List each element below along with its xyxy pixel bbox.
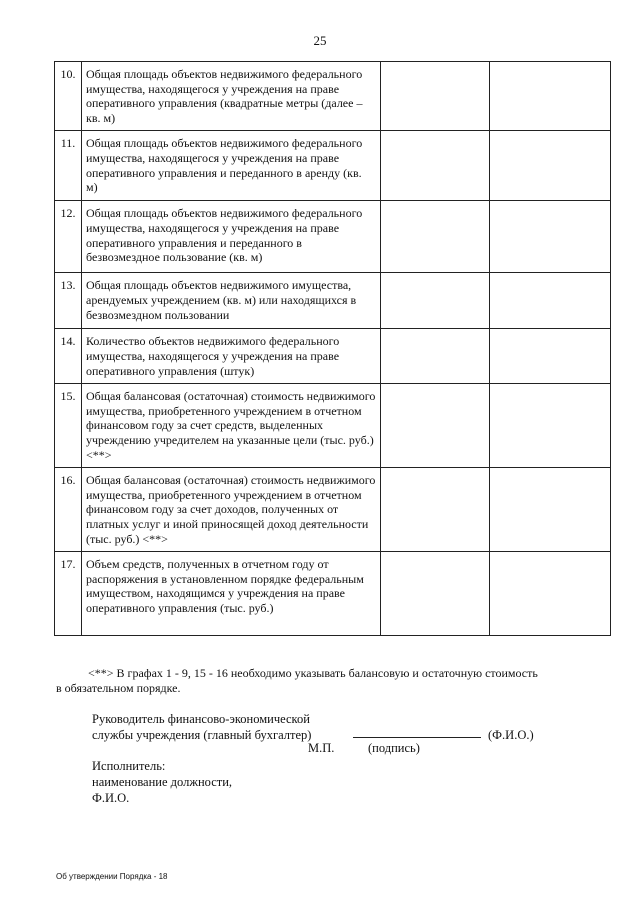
- value-cell-1: [381, 201, 490, 273]
- row-description: Объем средств, полученных в отчетном году от распоряжения в установленном порядке федеральным имуществом, находящимся у учреждения на праве оперативного управления (тыс. руб.): [82, 552, 381, 636]
- signatory-role-line-1: Руководитель финансово-экономической: [92, 712, 310, 726]
- table-row: [55, 384, 611, 468]
- footnote-line-2: в обязательном порядке.: [56, 681, 181, 695]
- signatory-role-line-2: службы учреждения (главный бухгалтер): [92, 728, 312, 742]
- row-description: Общая балансовая (остаточная) стоимость недвижимого имущества, приобретенного учреждением в отчетном финансовом году за счет доходов, полученных от платных услуг и иной приносящей доход деятельности (тыс. руб.) <**>: [82, 468, 381, 552]
- row-number: 14.: [55, 329, 82, 384]
- row-number: 12.: [55, 201, 82, 273]
- row-number: 17.: [55, 552, 82, 636]
- row-number: 15.: [55, 384, 82, 468]
- value-cell-2: [490, 384, 611, 468]
- value-cell-1: [381, 384, 490, 468]
- row-description: Общая балансовая (остаточная) стоимость недвижимого имущества, приобретенного учреждением в отчетном финансовом году за счет средств, выделенных учреждению учредителем на указанные цели (тыс. руб.) <**>: [82, 384, 381, 468]
- value-cell-1: [381, 552, 490, 636]
- row-number: 11.: [55, 131, 82, 201]
- table-row: [55, 273, 611, 329]
- value-cell-2: [490, 329, 611, 384]
- table-row: [55, 329, 611, 384]
- executor-name: Ф.И.О.: [92, 791, 130, 805]
- report-table: [54, 61, 611, 636]
- signature-caption: (подпись): [368, 741, 420, 755]
- row-description: Общая площадь объектов недвижимого федерального имущества, находящегося у учреждения на праве оперативного управления и переданного в аренду (кв. м): [82, 131, 381, 201]
- executor-position: наименование должности,: [92, 775, 233, 789]
- value-cell-2: [490, 273, 611, 329]
- table-row: [55, 468, 611, 552]
- page-number: 25: [313, 33, 327, 48]
- signature-line: [353, 737, 481, 738]
- value-cell-2: [490, 201, 611, 273]
- row-number: 16.: [55, 468, 82, 552]
- row-number: 10.: [55, 62, 82, 131]
- table-row: [55, 131, 611, 201]
- footnote-line-1: <**> В графах 1 - 9, 15 - 16 необходимо указывать балансовую и остаточную стоимость: [88, 666, 538, 680]
- executor-label: Исполнитель:: [92, 759, 166, 773]
- row-description: Общая площадь объектов недвижимого федерального имущества, находящегося у учреждения на праве оперативного управления (квадратные метры (далее – кв. м): [82, 62, 381, 131]
- value-cell-1: [381, 468, 490, 552]
- table-row: [55, 201, 611, 273]
- value-cell-2: [490, 62, 611, 131]
- row-description: Общая площадь объектов недвижимого федерального имущества, находящегося у учреждения на праве оперативного управления и переданного в безвозмездное пользование (кв. м): [82, 201, 381, 273]
- footer-note: Об утверждении Порядка - 18: [56, 872, 168, 881]
- value-cell-1: [381, 131, 490, 201]
- value-cell-1: [381, 62, 490, 131]
- value-cell-2: [490, 131, 611, 201]
- fio-label: (Ф.И.О.): [488, 728, 534, 742]
- row-description: Количество объектов недвижимого федерального имущества, находящегося у учреждения на праве оперативного управления (штук): [82, 329, 381, 384]
- value-cell-2: [490, 468, 611, 552]
- value-cell-1: [381, 273, 490, 329]
- value-cell-2: [490, 552, 611, 636]
- executor-block: [92, 758, 232, 806]
- signatory-role: [92, 711, 311, 743]
- footnote: [56, 666, 608, 696]
- value-cell-1: [381, 329, 490, 384]
- row-number: 13.: [55, 273, 82, 329]
- table-row: [55, 552, 611, 636]
- mp-label: М.П.: [308, 741, 335, 755]
- table-row: [55, 62, 611, 131]
- row-description: Общая площадь объектов недвижимого имущества, арендуемых учреждением (кв. м) или находящихся в безвозмездном пользовании: [82, 273, 381, 329]
